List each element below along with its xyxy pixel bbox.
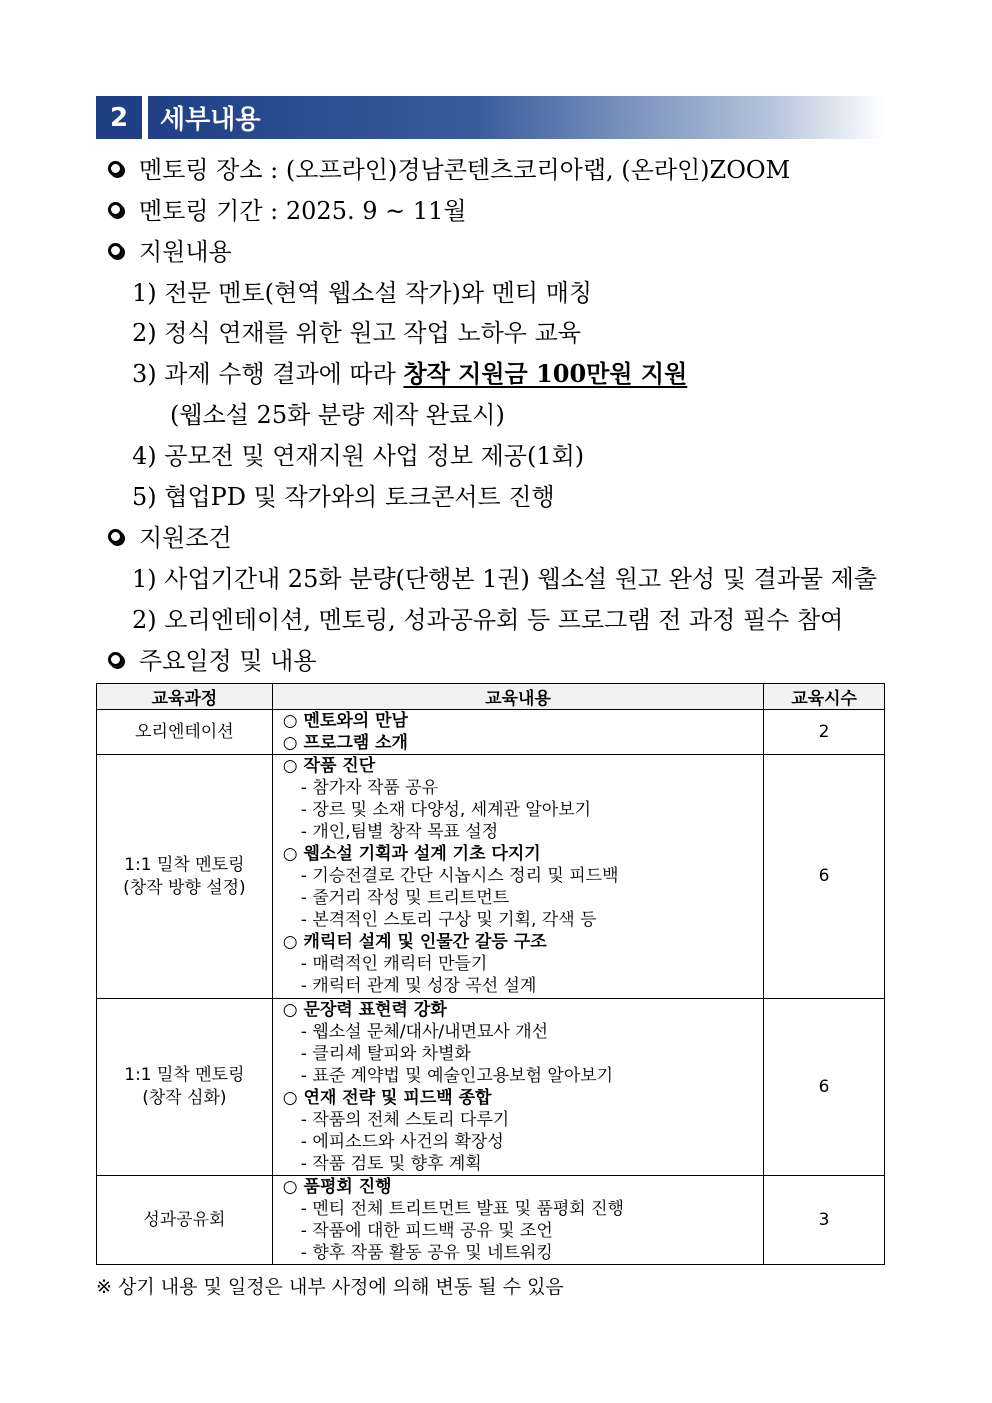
support-item-2: 2) 정식 연재를 위한 원고 작업 노하우 교육: [132, 319, 581, 347]
section-header: [96, 96, 884, 139]
bullet-conditions: 지원조건: [108, 523, 232, 553]
bullet-schedule: 주요일정 및 내용: [108, 646, 317, 676]
course-cell: 오리엔테이션: [97, 710, 273, 755]
schedule-table: [96, 683, 885, 1265]
content-cell: ○ 작품 진단 - 참가자 작품 공유 - 장르 및 소재 다양성, 세계관 알아보기 - 개인,팀별 창작 목표 설정 ○ 웹소설 기획과 설계 기초 다지기 - 기승전결로 간단 시놉시스 정리 및 피드백 - 줄거리 작성 및 트리트먼트 - 본격적인 스토리 구상 및 기획, 각색 등 ○ 캐릭터 설계 및 인물간 갈등 구조 - 매력적인 캐릭터 만들기 - 캐릭터 관계 및 성장 곡선 설계: [272, 755, 763, 999]
support-item-3-note: (웹소설 25화 분량 제작 완료시): [170, 401, 505, 429]
content-cell: ○ 멘토와의 만남 ○ 프로그램 소개: [272, 710, 763, 755]
support-highlight: 창작 지원금 100만원 지원: [403, 359, 688, 388]
table-row: [97, 999, 885, 1176]
section-number: 2: [96, 96, 142, 139]
table-header-row: [97, 684, 885, 710]
table-row: [97, 710, 885, 755]
hours-cell: 3: [764, 1176, 885, 1265]
bullet-place: 멘토링 장소 : (오프라인)경남콘텐츠코리아랩, (온라인)ZOOM: [108, 155, 790, 185]
bullet-support: 지원내용: [108, 237, 232, 267]
table-row: [97, 1176, 885, 1265]
course-cell: 1:1 밀착 멘토링 (창작 방향 설정): [97, 755, 273, 999]
circle-bullet-icon: [108, 202, 123, 217]
circle-bullet-icon: [108, 161, 123, 176]
header-course: 교육과정: [97, 684, 273, 710]
content-cell: ○ 품평회 진행 - 멘티 전체 트리트먼트 발표 및 품평회 진행 - 작품에 대한 피드백 공유 및 조언 - 향후 작품 활동 공유 및 네트워킹: [272, 1176, 763, 1265]
footnote: ※ 상기 내용 및 일정은 내부 사정에 의해 변동 될 수 있음: [96, 1276, 564, 1298]
section-title: 세부내용: [160, 105, 261, 135]
support-item-1: 1) 전문 멘토(현역 웹소설 작가)와 멘티 매칭: [132, 279, 593, 307]
course-cell: 성과공유회: [97, 1176, 273, 1265]
support-item-5: 5) 협업PD 및 작가와의 토크콘서트 진행: [132, 483, 555, 511]
table-row: [97, 755, 885, 999]
header-hours: 교육시수: [764, 684, 885, 710]
content-cell: ○ 문장력 표현력 강화 - 웹소설 문체/대사/내면묘사 개선 - 클리셰 탈피와 차별화 - 표준 계약법 및 예술인고용보험 알아보기 ○ 연재 전략 및 피드백 종합 - 작품의 전체 스토리 다루기 - 에피소드와 사건의 확장성 - 작품 검토 및 향후 계획: [272, 999, 763, 1176]
condition-item-2: 2) 오리엔테이션, 멘토링, 성과공유회 등 프로그램 전 과정 필수 참여: [132, 606, 844, 634]
header-content: 교육내용: [272, 684, 763, 710]
circle-bullet-icon: [108, 529, 123, 544]
course-cell: 1:1 밀착 멘토링 (창작 심화): [97, 999, 273, 1176]
hours-cell: 2: [764, 710, 885, 755]
section-title-bar: [148, 96, 884, 139]
circle-bullet-icon: [108, 243, 123, 258]
hours-cell: 6: [764, 755, 885, 999]
circle-bullet-icon: [108, 652, 123, 667]
condition-item-1: 1) 사업기간내 25화 분량(단행본 1권) 웹소설 원고 완성 및 결과물 제출: [132, 565, 878, 593]
support-item-4: 4) 공모전 및 연재지원 사업 정보 제공(1회): [132, 442, 585, 470]
bullet-period: 멘토링 기간 : 2025. 9 ~ 11월: [108, 196, 467, 226]
support-item-3: 3) 과제 수행 결과에 따라 창작 지원금 100만원 지원: [132, 359, 688, 388]
hours-cell: 6: [764, 999, 885, 1176]
